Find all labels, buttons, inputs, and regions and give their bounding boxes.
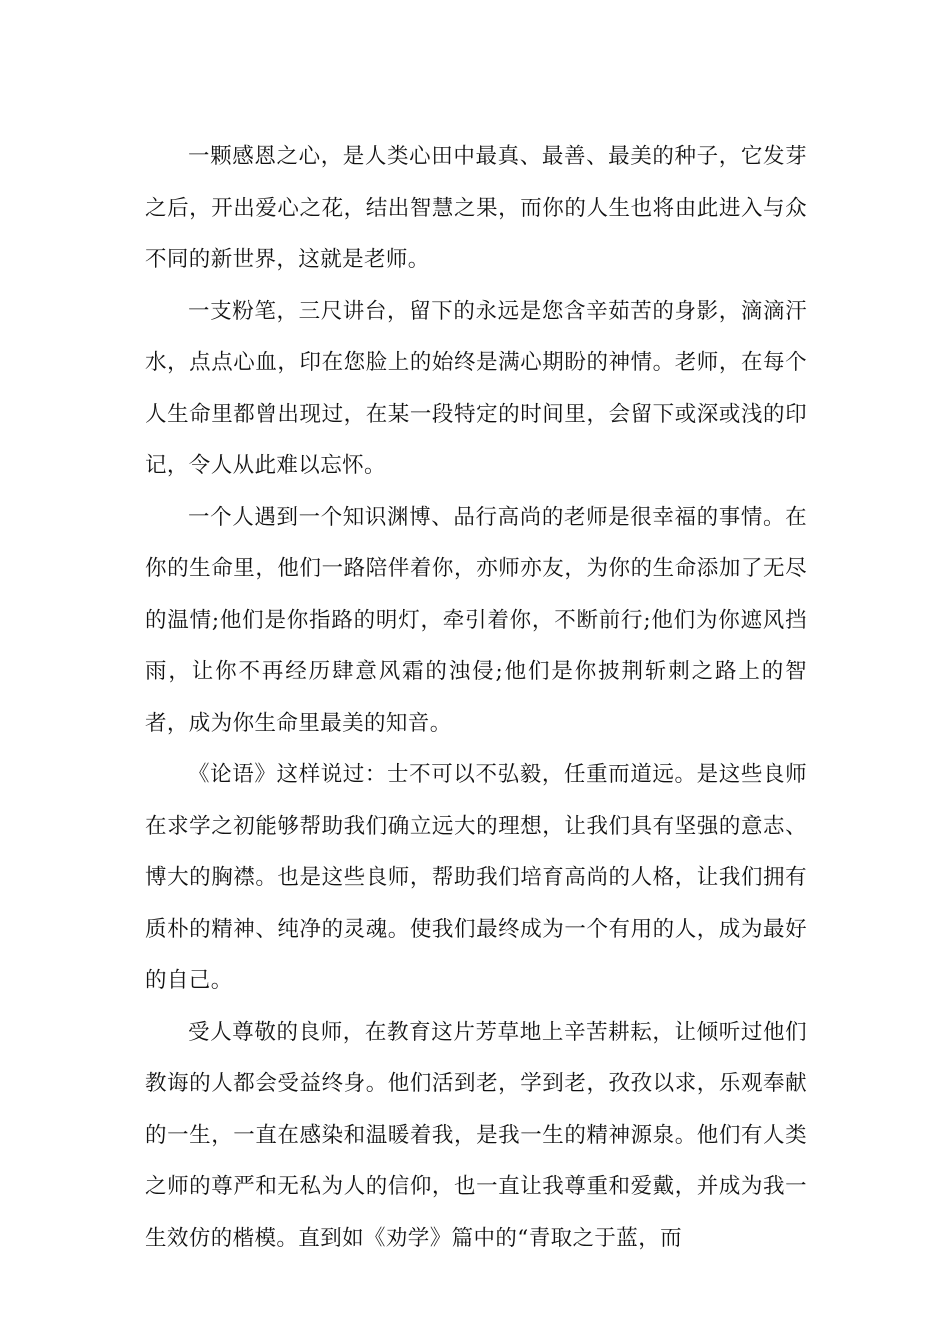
document-body <box>145 131 807 1264</box>
paragraph-5: 受人尊敬的良师，在教育这片芳草地上辛苦耕耘，让倾听过他们教诲的人都会受益终身。他们活到老，学到老，孜孜以求，乐观奉献的一生，一直在感染和温暖着我，是我一生的精神源泉。他们有人类之师的尊严和无私为人的信仰，也一直让我尊重和爱戴，并成为我一生效仿的楷模。直到如《劝学》篇中的“青取之于蓝，而 <box>145 1019 807 1251</box>
paragraph-2: 一支粉笔，三尺讲台，留下的永远是您含辛茹苦的身影，滴滴汗水，点点心血，印在您脸上的始终是满心期盼的神情。老师，在每个人生命里都曾出现过，在某一段特定的时间里，会留下或深或浅的印记，令人从此难以忘怀。 <box>145 298 807 478</box>
paragraph-4: 《论语》这样说过：士不可以不弘毅，任重而道远。是这些良师在求学之初能够帮助我们确立远大的理想，让我们具有坚强的意志、博大的胸襟。也是这些良师，帮助我们培育高尚的人格，让我们拥有质朴的精神、纯净的灵魂。使我们最终成为一个有用的人，成为最好的自己。 <box>145 762 807 993</box>
paragraph-1: 一颗感恩之心，是人类心田中最真、最善、最美的种子，它发芽之后，开出爱心之花，结出智慧之果，而你的人生也将由此进入与众不同的新世界，这就是老师。 <box>145 144 807 272</box>
paragraph-3: 一个人遇到一个知识渊博、品行高尚的老师是很幸福的事情。在你的生命里，他们一路陪伴着你，亦师亦友，为你的生命添加了无尽的温情;他们是你指路的明灯，牵引着你，不断前行;他们为你遮风挡雨，让你不再经历肆意风霜的浊侵;他们是你披荆斩刺之路上的智者，成为你生命里最美的知音。 <box>145 504 807 736</box>
